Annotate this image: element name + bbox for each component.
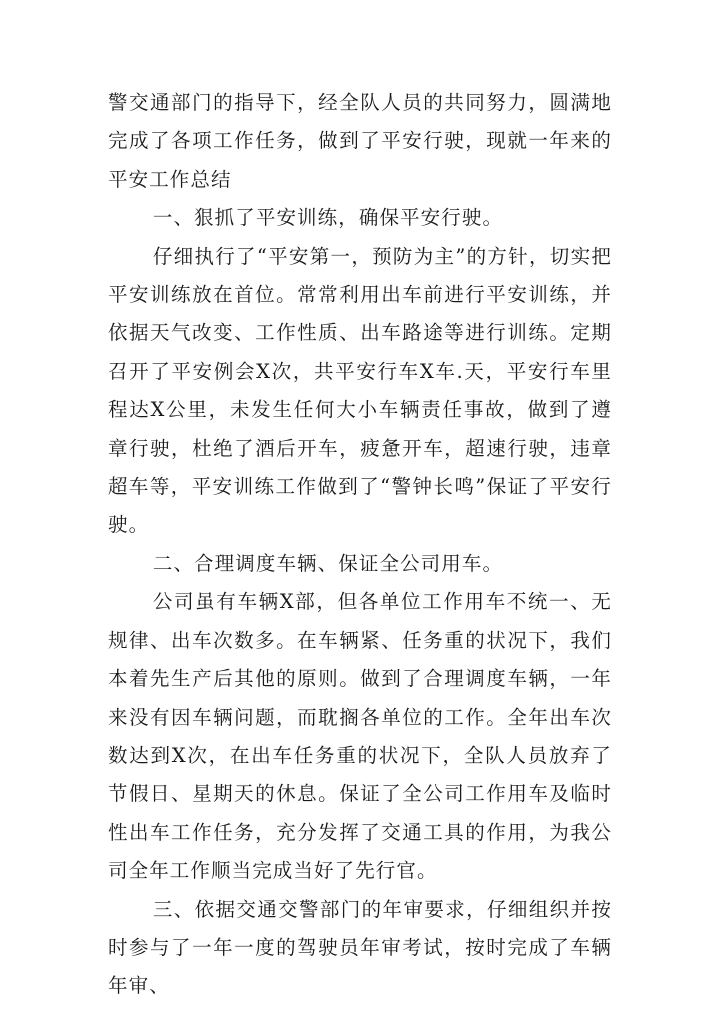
heading-section-2: 二、合理调度车辆、保证全公司用车。 — [152, 551, 504, 575]
document-body — [108, 84, 612, 1006]
paragraph-section-3: 三、依据交通交警部门的年审要求，仔细组织并按时参与了一年一度的驾驶员年审考试，按时完成了车辆年审、 — [108, 897, 612, 998]
paragraph-section-2: 公司虽有车辆X部，但各单位工作用车不统一、无规律、出车次数多。在车辆紧、任务重的状况下，我们本着先生产后其他的原则。做到了合理调度车辆，一年来没有因车辆问题，而耽搁各单位的工作。全年出车次数达到X次，在出车任务重的状况下，全队人员放弃了节假日、星期天的休息。保证了全公司工作用车及临时性出车工作任务，充分发挥了交通工具的作用，为我公司全年工作顺当完成当好了先行官。 — [108, 590, 612, 883]
heading-section-1: 一、狠抓了平安训练，确保平安行驶。 — [152, 206, 504, 230]
paragraph-section-1: 仔细执行了“平安第一，预防为主”的方针，切实把平安训练放在首位。常常利用出车前进行平安训练，并依据天气改变、工作性质、出车路途等进行训练。定期召开了平安例会X次，共平安行车X车.天，平安行车里程达X公里，未发生任何大小车辆责任事故，做到了遵章行驶，杜绝了酒后开车，疲惫开车，超速行驶，违章超车等，平安训练工作做到了“警钟长鸣”保证了平安行驶。 — [108, 244, 612, 537]
paragraph-intro: 警交通部门的指导下，经全队人员的共同努力，圆满地完成了各项工作任务，做到了平安行驶，现就一年来的平安工作总结 — [108, 91, 612, 191]
